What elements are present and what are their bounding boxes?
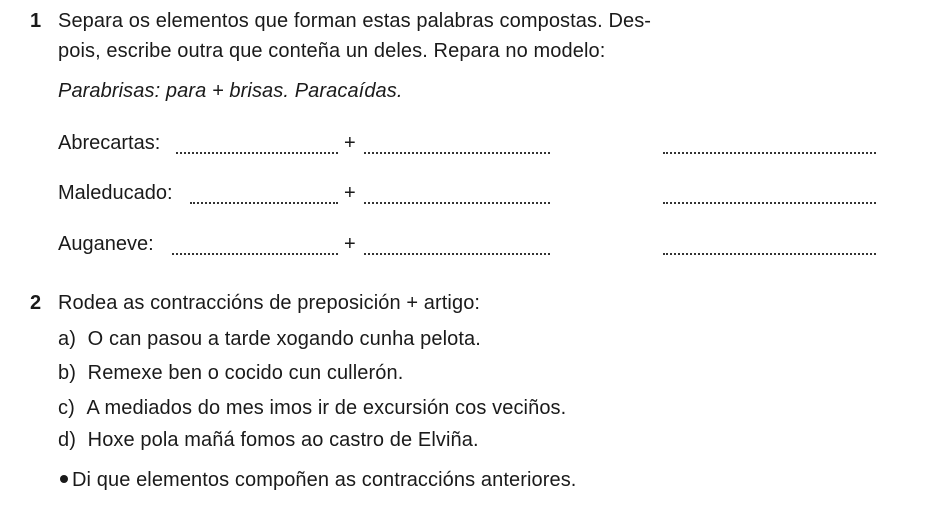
item-text: Hoxe pola mañá fomos ao castro de Elviña. [87, 429, 479, 451]
answer-blank-second-part[interactable] [364, 202, 550, 204]
item-text: Remexe ben o cocido cun cullerón. [87, 362, 404, 384]
item-letter: d) [58, 429, 76, 451]
answer-blank-second-part[interactable] [364, 253, 550, 255]
bullet-icon [60, 475, 68, 483]
exercise-1-instruction-line-1: Separa os elementos que forman estas palabras compostas. Des- [58, 10, 652, 32]
word-label: Auganeve: [58, 233, 154, 255]
answer-blank-new-word[interactable] [663, 202, 876, 204]
word-label: Abrecartas: [58, 132, 161, 154]
bullet-task-text: Di que elementos compoñen as contraccións anteriores. [72, 469, 577, 491]
answer-blank-new-word[interactable] [663, 152, 876, 154]
plus-sign: + [344, 132, 356, 154]
answer-blank-new-word[interactable] [663, 253, 876, 255]
exercise-2-instruction: Rodea as contraccións de preposición + artigo: [58, 292, 481, 314]
exercise-1-model: Parabrisas: para + brisas. Paracaídas. [58, 80, 403, 102]
bullet-task [60, 469, 576, 492]
list-item-b [58, 362, 403, 385]
exercise-2-number: 2 [30, 292, 42, 314]
word-label: Maleducado: [58, 182, 173, 204]
word-row-auganeve [58, 233, 938, 259]
plus-sign: + [344, 233, 356, 255]
exercise-1-instruction-line-2: pois, escribe outra que conteña un deles. Repara no modelo: [58, 40, 606, 62]
exercise-1-number: 1 [30, 10, 42, 32]
answer-blank-first-part[interactable] [190, 202, 338, 204]
item-letter: c) [58, 397, 75, 419]
word-row-maleducado [58, 182, 938, 208]
answer-blank-second-part[interactable] [364, 152, 550, 154]
item-letter: b) [58, 362, 76, 384]
answer-blank-first-part[interactable] [176, 152, 338, 154]
word-row-abrecartas [58, 132, 938, 158]
list-item-d [58, 429, 479, 452]
list-item-c [58, 397, 566, 420]
plus-sign: + [344, 182, 356, 204]
list-item-a [58, 328, 481, 351]
item-text: A mediados do mes imos ir de excursión cos veciños. [86, 397, 567, 419]
item-text: O can pasou a tarde xogando cunha pelota. [87, 328, 481, 350]
answer-blank-first-part[interactable] [172, 253, 338, 255]
item-letter: a) [58, 328, 76, 350]
